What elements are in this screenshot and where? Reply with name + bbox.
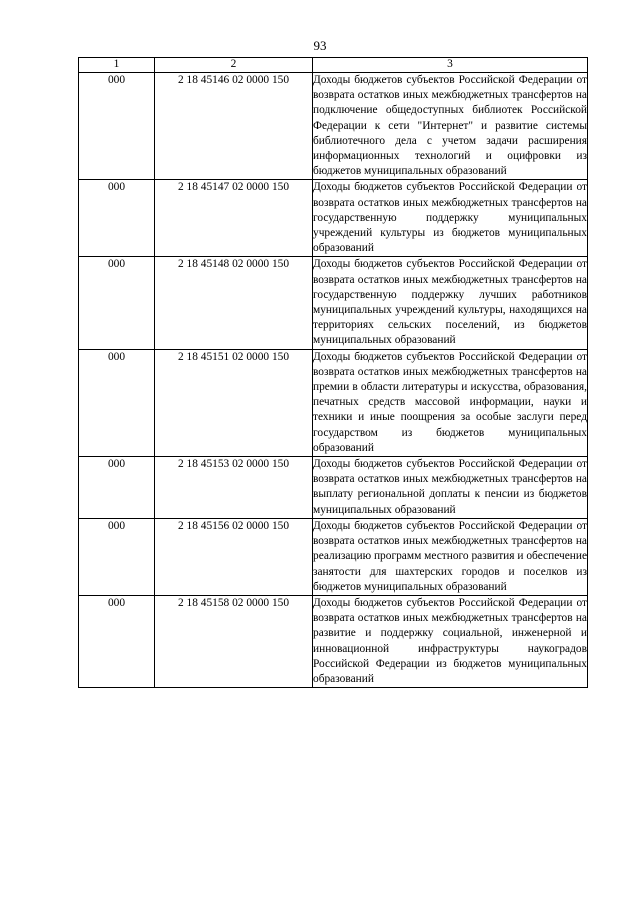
column-header-3: 3 xyxy=(313,58,588,73)
revenue-description-cell: Доходы бюджетов субъектов Российской Федерации от возврата остатков иных межбюджетных трансфертов на государственную поддержку муниципальных учреждений культуры из бюджетов муниципальных образований xyxy=(313,180,588,257)
admin-code-cell: 000 xyxy=(79,518,155,595)
admin-code-cell: 000 xyxy=(79,457,155,519)
page-number: 93 xyxy=(313,38,327,53)
revenue-description-cell: Доходы бюджетов субъектов Российской Федерации от возврата остатков иных межбюджетных трансфертов на выплату региональной доплаты к пенсии из бюджетов муниципальных образований xyxy=(313,457,588,519)
budget-classification-code-cell: 2 18 45156 02 0000 150 xyxy=(155,518,313,595)
revenue-description-cell: Доходы бюджетов субъектов Российской Федерации от возврата остатков иных межбюджетных трансфертов на развитие и поддержку социальной, инженерной и инновационной инфраструктуры наукоградов Российской Федерации из бюджетов муниципальных образований xyxy=(313,595,588,687)
budget-classification-code-cell: 2 18 45158 02 0000 150 xyxy=(155,595,313,687)
table-row xyxy=(79,180,588,257)
budget-classification-code-cell: 2 18 45153 02 0000 150 xyxy=(155,457,313,519)
budget-classification-code-cell: 2 18 45148 02 0000 150 xyxy=(155,257,313,349)
admin-code-cell: 000 xyxy=(79,180,155,257)
admin-code-cell: 000 xyxy=(79,257,155,349)
column-header-2: 2 xyxy=(155,58,313,73)
column-header-1: 1 xyxy=(79,58,155,73)
budget-classification-code-cell: 2 18 45151 02 0000 150 xyxy=(155,349,313,456)
admin-code-cell: 000 xyxy=(79,349,155,456)
table-row xyxy=(79,73,588,180)
table-row xyxy=(79,349,588,456)
revenue-description-cell: Доходы бюджетов субъектов Российской Федерации от возврата остатков иных межбюджетных трансфертов на государственную поддержку лучших работников муниципальных учреждений культуры, находящихся на территориях сельских поселений, из бюджетов муниципальных образований xyxy=(313,257,588,349)
table-row xyxy=(79,518,588,595)
table-row xyxy=(79,257,588,349)
table-header xyxy=(79,58,588,73)
admin-code-cell: 000 xyxy=(79,595,155,687)
budget-classification-code-cell: 2 18 45147 02 0000 150 xyxy=(155,180,313,257)
admin-code-cell: 000 xyxy=(79,73,155,180)
table-body xyxy=(79,73,588,688)
budget-code-table xyxy=(78,57,588,688)
revenue-description-cell: Доходы бюджетов субъектов Российской Федерации от возврата остатков иных межбюджетных трансфертов на подключение общедоступных библиотек Российской Федерации к сети "Интернет" и развитие системы библиотечного дела с учетом задачи расширения информационных технологий и оцифровки из бюджетов муниципальных образований xyxy=(313,73,588,180)
budget-classification-code-cell: 2 18 45146 02 0000 150 xyxy=(155,73,313,180)
header-row xyxy=(79,58,588,73)
table-row xyxy=(79,457,588,519)
revenue-description-cell: Доходы бюджетов субъектов Российской Федерации от возврата остатков иных межбюджетных трансфертов на премии в области литературы и искусства, образования, печатных средств массовой информации, науки и техники и иные поощрения за особые заслуги перед государством из бюджетов муниципальных образований xyxy=(313,349,588,456)
revenue-description-cell: Доходы бюджетов субъектов Российской Федерации от возврата остатков иных межбюджетных трансфертов на реализацию программ местного развития и обеспечение занятости для шахтерских городов и поселков из бюджетов муниципальных образований xyxy=(313,518,588,595)
table-row xyxy=(79,595,588,687)
